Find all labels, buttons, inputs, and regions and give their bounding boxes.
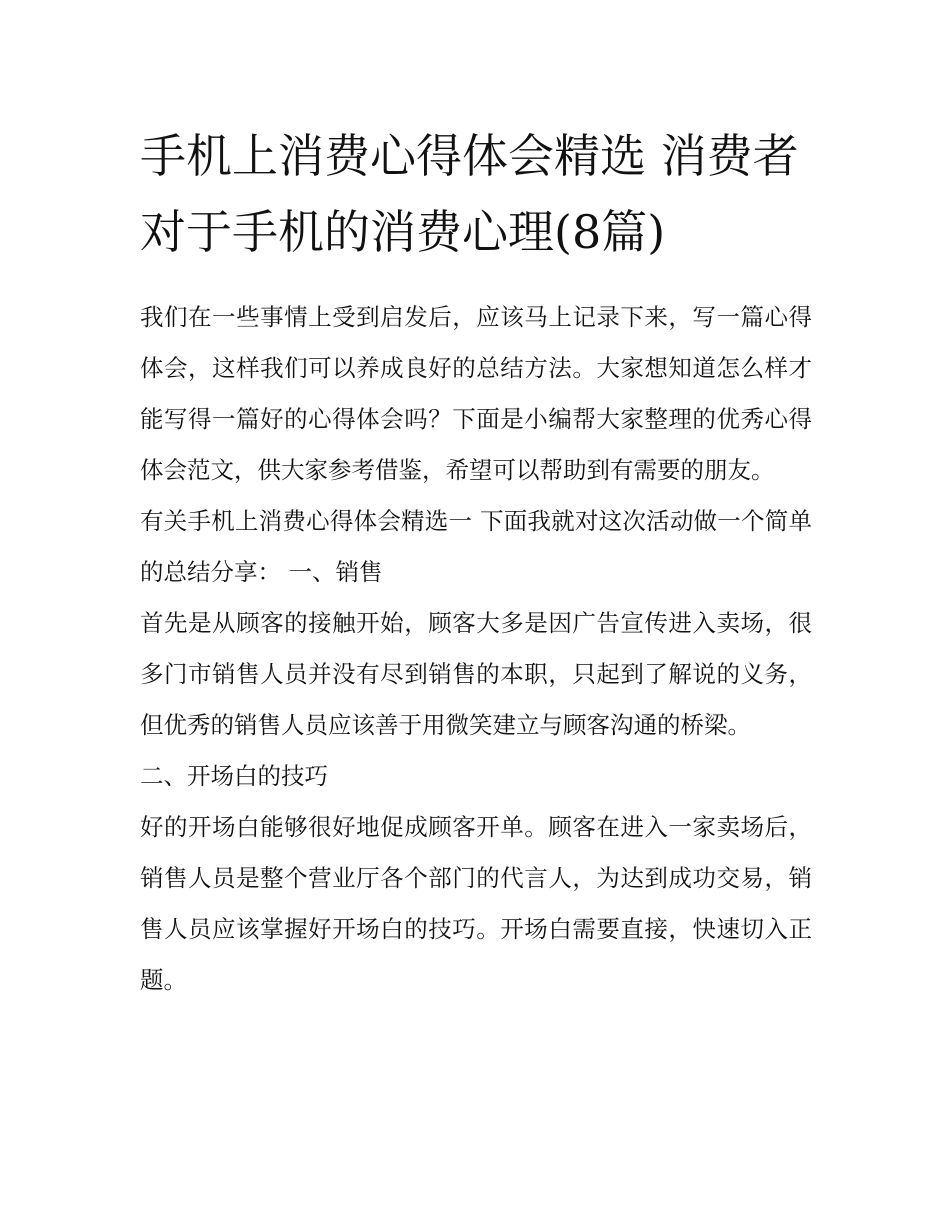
sales-paragraph: 首先是从顾客的接触开始，顾客大多是因广告宣传进入卖场，很多门市销售人员并没有尽到销售的本职，只起到了解说的义务，但优秀的销售人员应该善于用微笑建立与顾客沟通的桥梁。	[140, 609, 812, 739]
section-one-heading-paragraph: 有关手机上消费心得体会精选一 下面我就对这次活动做一个简单的总结分享： 一、销售	[140, 507, 812, 586]
intro-paragraph: 我们在一些事情上受到启发后，应该马上记录下来，写一篇心得体会，这样我们可以养成良好的总结方法。大家想知道怎么样才能写得一篇好的心得体会吗？下面是小编帮大家整理的优秀心得体会范文，供大家参考借鉴，希望可以帮助到有需要的朋友。	[140, 303, 812, 484]
opening-skills-paragraph: 好的开场白能够很好地促成顾客开单。顾客在进入一家卖场后，销售人员是整个营业厅各个部门的代言人，为达到成功交易，销售人员应该掌握好开场白的技巧。开场白需要直接，快速切入正题。	[140, 813, 812, 994]
section-two-heading: 二、开场白的技巧	[140, 762, 328, 790]
document-page	[140, 118, 812, 1006]
document-title: 手机上消费心得体会精选 消费者对于手机的消费心理(8篇)	[140, 129, 799, 259]
